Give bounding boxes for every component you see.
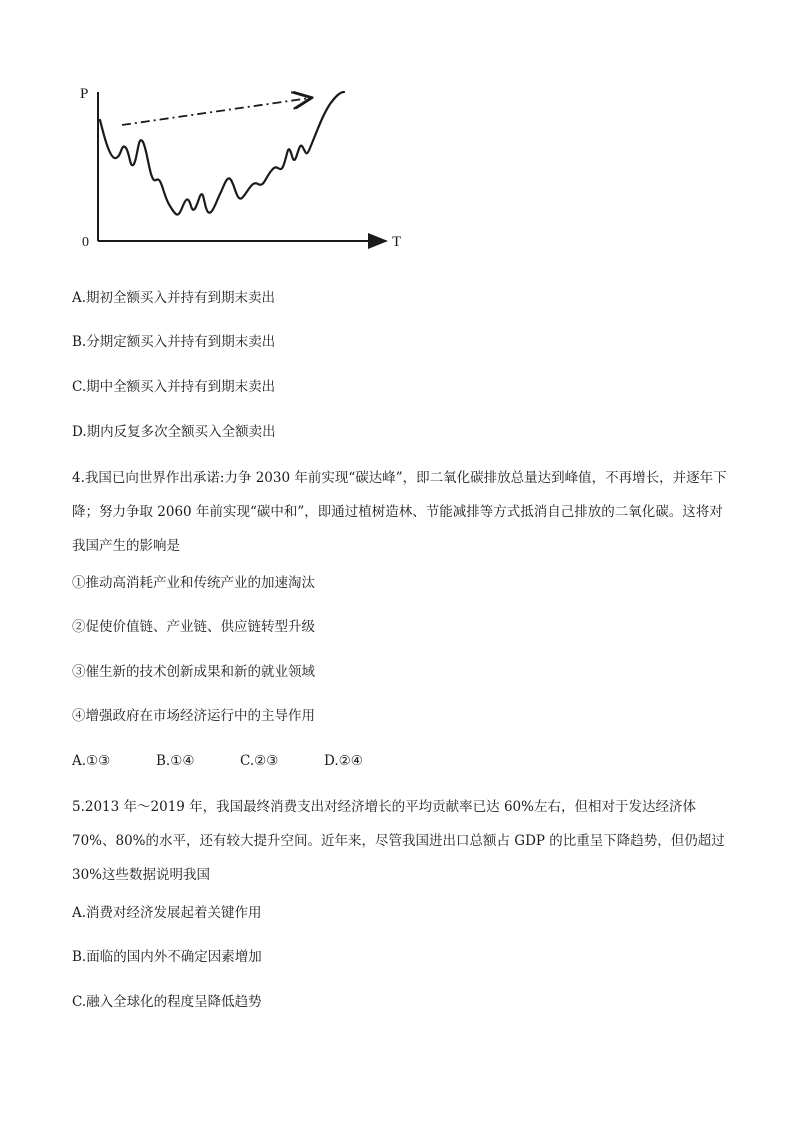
price-trend-figure [70, 78, 420, 258]
q4-option-c: C.②③ [240, 753, 279, 769]
trend-arrow [122, 98, 310, 125]
q4-stem: 4.我国已向世界作出承诺:力争 2030 年前实现“碳达峰”，即二氧化碳排放总量达到峰值，不再增长，并逐年下降；努力争取 2060 年前实现“碳中和”，即通过植树造林、节能减排等方式抵消自己排放的二氧化碳。这将对我国产生的影响是 [72, 470, 727, 554]
q4-option-b: B.①④ [156, 753, 195, 769]
q5-stem: 5.2013 年～2019 年，我国最终消费支出对经济增长的平均贡献率已达 60%左右，但相对于发达经济体 70%、80%的水平，还有较大提升空间。近年来，尽管我国进出口总额占 GDP 的比重呈下降趋势，但仍超过 30%这些数据说明我国 [72, 799, 725, 883]
q3-option-b: B.分期定额买入并持有到期末卖出 [72, 334, 276, 350]
origin-label: 0 [82, 235, 89, 250]
q4-option-a: A.①③ [72, 753, 111, 769]
q4-statement-3: ③催生新的技术创新成果和新的就业领域 [72, 664, 315, 680]
q5-option-a: A.消费对经济发展起着关键作用 [72, 905, 262, 921]
q4-statement-2: ②促使价值链、产业链、供应链转型升级 [72, 619, 315, 635]
x-axis-label: T [392, 234, 402, 250]
q5-option-b: B.面临的国内外不确定因素增加 [72, 949, 262, 965]
q4-statement-1: ①推动高消耗产业和传统产业的加速淘汰 [72, 575, 315, 591]
q3-option-d: D.期内反复多次全额买入全额卖出 [72, 424, 276, 440]
y-axis-label: P [80, 86, 89, 102]
q4-options [72, 751, 408, 771]
q3-option-a: A.期初全额买入并持有到期末卖出 [72, 290, 276, 306]
q4-statement-4: ④增强政府在市场经济运行中的主导作用 [72, 708, 315, 724]
q5-option-c: C.融入全球化的程度呈降低趋势 [72, 994, 262, 1010]
price-trend-chart [70, 78, 420, 258]
q3-option-c: C.期中全额买入并持有到期末卖出 [72, 379, 276, 395]
q4-option-d: D.②④ [324, 753, 363, 769]
